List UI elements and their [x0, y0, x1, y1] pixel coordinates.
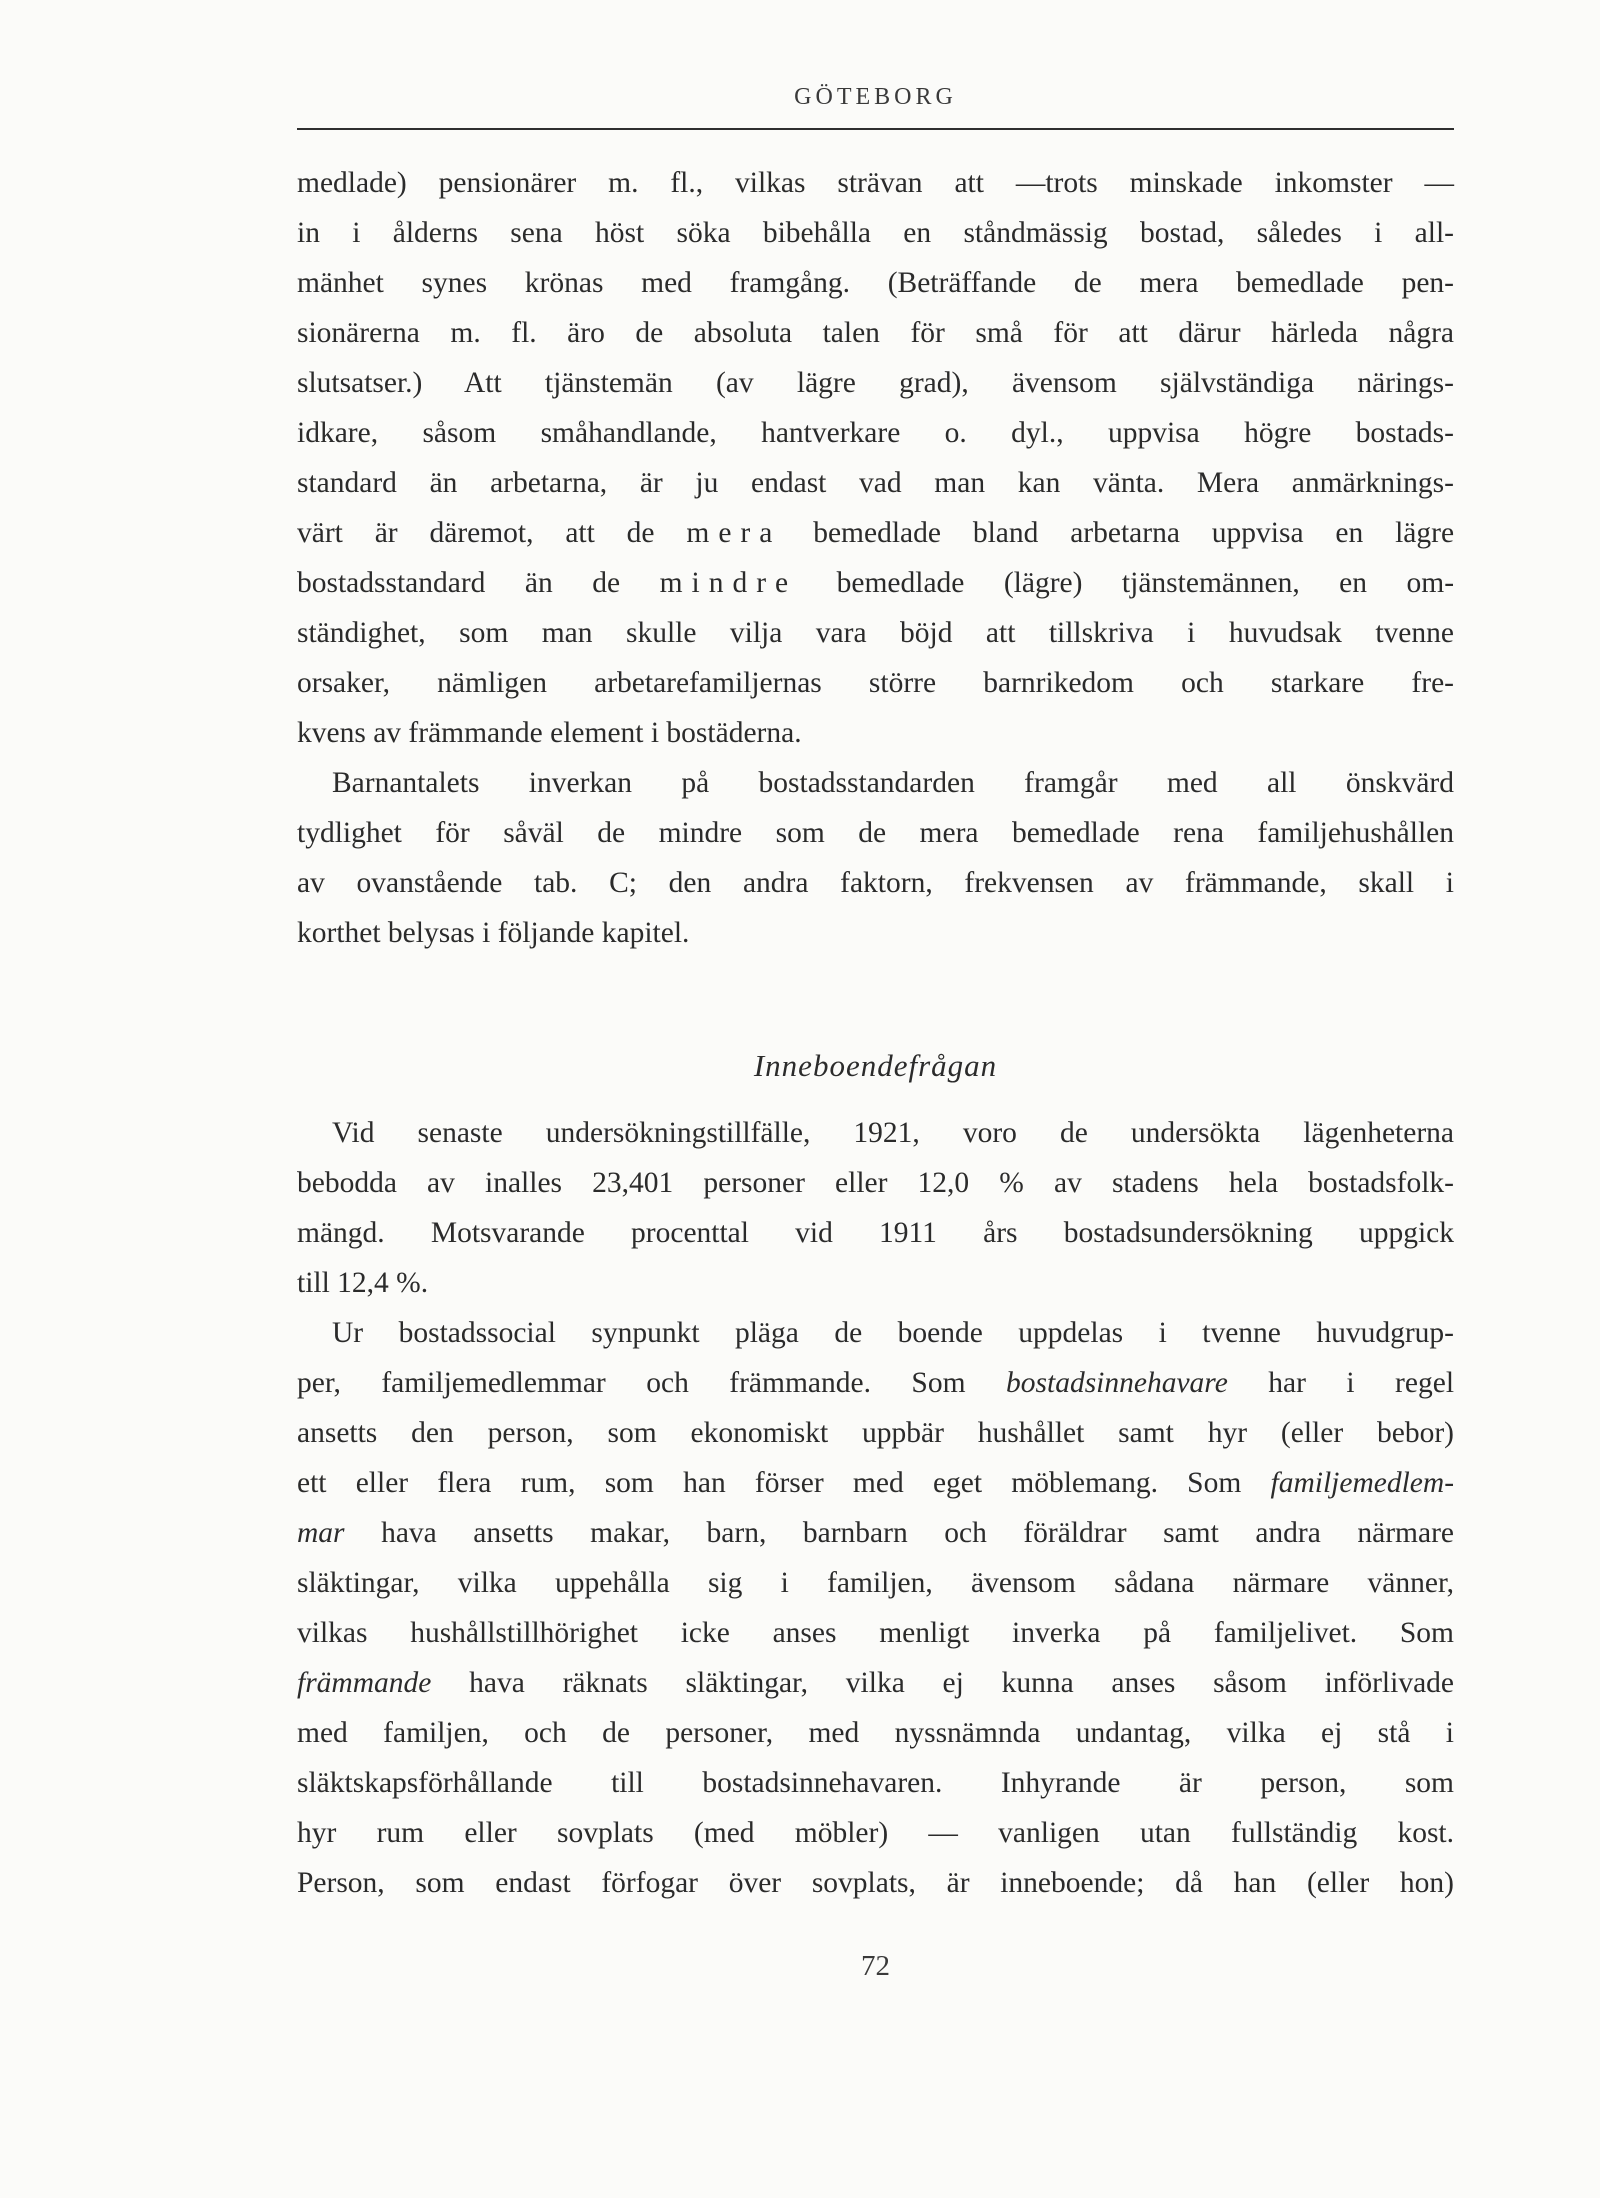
text-line: slutsatser.) Att tjänstemän (av lägre grad), ävensom självständiga närings- — [297, 367, 1454, 399]
text-line: hyr rum eller sovplats (med möbler) — vanligen utan fullständig kost. — [297, 1817, 1454, 1849]
paragraph-4 — [297, 1308, 1454, 1908]
text-line — [297, 1508, 1454, 1558]
italic-term: bostadsinnehavare — [1006, 1367, 1228, 1399]
text-line: till 12,4 %. — [297, 1267, 429, 1299]
text-line: Person, som endast förfogar över sovplats, är inneboende; då han (eller hon) — [297, 1867, 1454, 1899]
text-line: idkare, såsom småhandlande, hantverkare o. dyl., uppvisa högre bostads- — [297, 417, 1454, 449]
paragraph-1 — [297, 158, 1454, 758]
text-line: kvens av främmande element i bostäderna. — [297, 717, 802, 749]
text-line: orsaker, nämligen arbetarefamiljernas större barnrikedom och starkare fre- — [297, 667, 1454, 699]
text-segment: värt är däremot, att de — [297, 517, 655, 549]
emphasized-word: mindre — [659, 567, 798, 599]
text-line — [297, 1358, 1454, 1408]
text-line: Ur bostadssocial synpunkt pläga de boende uppdelas i tvenne huvudgrup- — [332, 1317, 1454, 1349]
text-line: medlade) pensionärer m. fl., vilkas strävan att —trots minskade inkomster — — [297, 167, 1454, 199]
text-line: in i ålderns sena höst söka bibehålla en ståndmässig bostad, således i all- — [297, 217, 1454, 249]
text-line: ständighet, som man skulle vilja vara böjd att tillskriva i huvudsak tvenne — [297, 617, 1454, 649]
text-line — [297, 1658, 1454, 1708]
italic-term: familjemedlem- — [1270, 1467, 1455, 1499]
text-line: släktskapsförhållande till bostadsinnehavaren. Inhyrande är person, som — [297, 1767, 1454, 1799]
emphasized-word: mera — [686, 517, 782, 549]
text-line: korthet belysas i följande kapitel. — [297, 917, 690, 949]
text-segment: per, familjemedlemmar och främmande. Som — [297, 1367, 966, 1399]
text-line: vilkas hushållstillhörighet icke anses menligt inverka på familjelivet. Som — [297, 1617, 1454, 1649]
text-segment: ett eller flera rum, som han förser med eget möblemang. Som — [297, 1467, 1242, 1499]
page-number: 72 — [861, 1950, 890, 1982]
text-line: släktingar, vilka uppehålla sig i familjen, ävensom sådana närmare vänner, — [297, 1567, 1454, 1599]
text-line: bebodda av inalles 23,401 personer eller 12,0 % av stadens hela bostadsfolk- — [297, 1167, 1454, 1199]
text-segment: har i regel — [1268, 1367, 1455, 1399]
text-segment: bemedlade (lägre) tjänstemännen, en om- — [836, 567, 1455, 599]
text-segment: hava ansetts makar, barn, barnbarn och föräldrar samt andra närmare — [381, 1517, 1454, 1549]
header-rule — [297, 128, 1454, 130]
running-header: GÖTEBORG — [794, 84, 957, 110]
text-line: mänhet synes krönas med framgång. (Beträffande de mera bemedlade pen- — [297, 267, 1454, 299]
text-line: tydlighet för såväl de mindre som de mera bemedlade rena familjehushållen — [297, 817, 1454, 849]
text-line: standard än arbetarna, är ju endast vad man kan vänta. Mera anmärknings- — [297, 467, 1454, 499]
text-segment: bostadsstandard än de — [297, 567, 621, 599]
text-segment: bemedlade bland arbetarna uppvisa en lägre — [813, 517, 1455, 549]
section-heading: Inneboendefrågan — [753, 1048, 998, 1083]
text-line — [297, 558, 1454, 608]
text-line: ansetts den person, som ekonomiskt uppbär hushållet samt hyr (eller bebor) — [297, 1417, 1454, 1449]
text-line: mängd. Motsvarande procenttal vid 1911 års bostadsundersökning uppgick — [297, 1217, 1454, 1249]
text-line — [297, 508, 1454, 558]
text-line: av ovanstående tab. C; den andra faktorn, frekvensen av främmande, skall i — [297, 867, 1454, 899]
italic-term: mar — [297, 1517, 345, 1549]
text-line: Barnantalets inverkan på bostadsstandarden framgår med all önskvärd — [332, 767, 1454, 799]
italic-term: främmande — [297, 1667, 432, 1699]
paragraph-3 — [297, 1108, 1454, 1308]
paragraph-2 — [297, 758, 1454, 958]
text-segment: hava räknats släktingar, vilka ej kunna anses såsom införlivade — [469, 1667, 1455, 1699]
text-line: sionärerna m. fl. äro de absoluta talen för små för att därur härleda några — [297, 317, 1454, 349]
text-line: Vid senaste undersökningstillfälle, 1921, voro de undersökta lägenheterna — [332, 1117, 1454, 1149]
text-line — [297, 1458, 1454, 1508]
text-line: med familjen, och de personer, med nyssnämnda undantag, vilka ej stå i — [297, 1717, 1454, 1749]
